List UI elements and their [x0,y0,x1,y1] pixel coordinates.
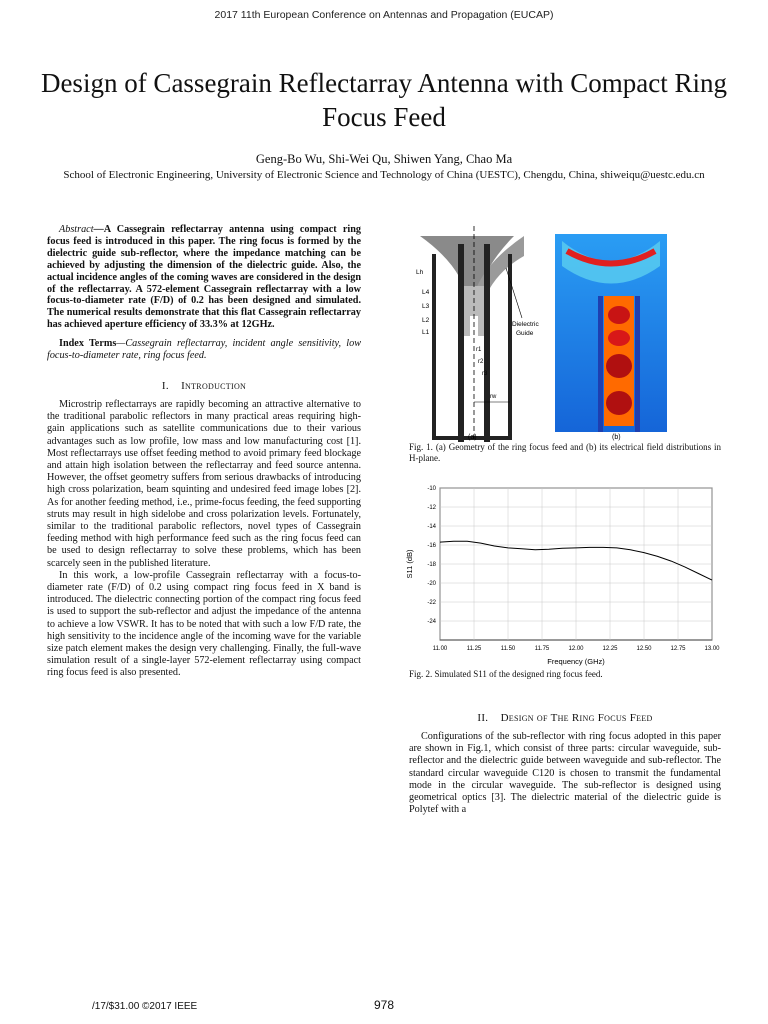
field-hotspot-2 [608,330,630,346]
x-tick-label: 11.75 [534,646,550,652]
figure-1-caption: Fig. 1. (a) Geometry of the ring focus feed and (b) its electrical field distributions in H-plane. [409,442,721,463]
x-tick-label: 11.00 [432,646,448,652]
y-tick-label: -16 [427,543,436,549]
intro-paragraph-2: In this work, a low-profile Cassegrain reflectarray with a focus-to-diameter rate (F/D) of 0.2 using compact ring focus feed in X band is introduced. The dielectric connecting portion of the compact ring focus feed is used to support the sub-reflector and adjust the impedance of the antenna to achieve a low VSWR. It has to be noted that with such a low F/D rate, the high sensitivity to the incidence angle of the incoming wave for the variable size patch element makes the design very challenging. Finally, the full-wave simulation result of a single-layer 572-element reflectarray using compact ring focus feed is also presented. [47,569,361,679]
x-axis-label: Frequency (GHz) [547,657,605,666]
field-wall-right [635,296,640,432]
outer-wall-left [432,254,436,439]
label-lh: Lh [416,269,424,276]
y-tick-label: -24 [427,619,436,625]
dielectric-guide-label-2: Guide [516,330,534,337]
label-l4: L4 [422,289,430,296]
panel-a-label: (a) [468,434,477,441]
field-distribution [555,234,667,441]
x-tick-label: 11.50 [500,646,516,652]
copyright-footer: /17/$31.00 ©2017 IEEE [92,1001,198,1012]
label-r2: r2 [478,359,484,365]
field-wall-left [598,296,603,432]
y-tick-label: -18 [427,562,436,568]
geometry-diagram [416,226,539,442]
label-l2: L2 [422,317,430,324]
figure-1 [412,226,672,442]
left-column [47,224,361,680]
index-terms [47,338,361,362]
abstract-label: Abstract [59,224,94,235]
y-tick-label: -10 [427,486,436,492]
label-l1: L1 [422,329,430,336]
intro-paragraph-1: Microstrip reflectarrays are rapidly becoming an attractive alternative to the traditional parabolic reflectors in many practical areas requiring high-gain applications such as satellite communications due to their various advantages such as low profile, low mass and low manufacturing cost [1]. Most reflectarrays use offset feeding method to avoid primary feed blockage and attain high isolation between the reflectarray and feed source antenna. However, the offset geometry suffers from serious drawbacks of introducing high cross polarization, beam squinting and undesired feed image lobes [2]. As for another feeding method, i.e., prime-focus feeding, the feed supporting struts may result in high sidelobe and cross polarization levels. Fortunately, similar to the traditional parabolic reflectors, novel types of Cassegrain feeding method with high performance feed such as the ring focus feed can be used to design reflectarray to solve these problems, which has been scarcely seen in the published literature. [47,398,361,569]
paper-title: Design of Cassegrain Reflectarray Antenna with Compact Ring Focus Feed [40,68,728,132]
ring-focus-paragraph-1: Configurations of the sub-reflector with ring focus adopted in this paper are shown in Fig.1, which consist of three parts: circular waveguide, sub-reflector and the dielectric guide between waveguide and sub-reflector. The standard circular waveguide C120 is chosen to transmit the fundamental mode in the circular waveguide. The sub-reflector is designed using geometrical optics [3]. The dielectric material of the dielectric guide is Polytef with a [409,731,721,816]
abstract [47,224,361,331]
section-title: Introduction [181,379,247,392]
x-tick-label: 13.00 [704,646,720,652]
section-heading-introduction [47,380,361,392]
label-r3: r3 [482,371,488,377]
outer-wall-right [508,254,512,439]
affiliation: School of Electronic Engineering, University of Electronic Science and Technology of China (UESTC), Chengdu, China, shiweiqu@uestc.edu.cn [63,169,705,181]
waveguide-wall-left [458,244,464,442]
y-tick-label: -22 [427,600,436,606]
author-list: Geng-Bo Wu, Shi-Wei Qu, Shiwen Yang, Chao Ma [255,152,513,166]
x-tick-label: 12.00 [568,646,584,652]
waveguide-wall-right [484,244,490,442]
right-column [409,712,721,816]
index-terms-text: —Cassegrain reflectarray, incident angle sensitivity, low focus-to-diameter rate, ring focus feed. [47,338,361,362]
label-rw: rw [490,394,497,400]
y-axis-label: S11 (dB) [405,549,414,579]
y-tick-label: -14 [427,524,436,530]
page-number: 978 [373,998,395,1012]
field-hotspot-1 [608,306,630,324]
label-r1: r1 [476,347,482,353]
label-l3: L3 [422,303,430,310]
field-hotspot-3 [606,354,632,378]
y-tick-label: -12 [427,505,436,511]
panel-b-label: (b) [612,434,621,441]
abstract-text: —A Cassegrain reflectarray antenna using compact ring focus feed is introduced in this paper. The ring focus is formed by the dielectric guide sub-reflector, where the impedance matching can be achieved by adjusting the dimension of the dielectric guide. Also, the actual incidence angles of the coming waves are considered in the design of the reflectarray. A 572-element Cassegrain reflectarray with a low focus-to-diameter rate (F/D) of 0.2 has been designed and simulated. The numerical results demonstrate that this flat Cassegrain reflectarray has achieved aperture efficiency of 33.3% at 12GHz. [47,224,361,331]
x-tick-label: 11.25 [466,646,482,652]
figure-2-caption: Fig. 2. Simulated S11 of the designed ring focus feed. [409,669,603,679]
x-tick-label: 12.25 [602,646,618,652]
x-tick-label: 12.50 [636,646,652,652]
section-numeral: I. [161,379,169,392]
section-heading-ring-focus [409,712,721,724]
index-terms-label: Index Terms [59,338,117,350]
figure-2-chart [400,480,730,670]
x-tick-label: 12.75 [670,646,686,652]
conference-header: 2017 11th European Conference on Antennas and Propagation (EUCAP) [214,9,554,21]
dielectric-guide-label-1: Dielectric [512,321,539,328]
y-tick-label: -20 [427,581,436,587]
section-numeral: II. [477,712,489,724]
field-hotspot-4 [606,391,632,415]
section-title: Design of The Ring Focus Feed [500,712,653,724]
